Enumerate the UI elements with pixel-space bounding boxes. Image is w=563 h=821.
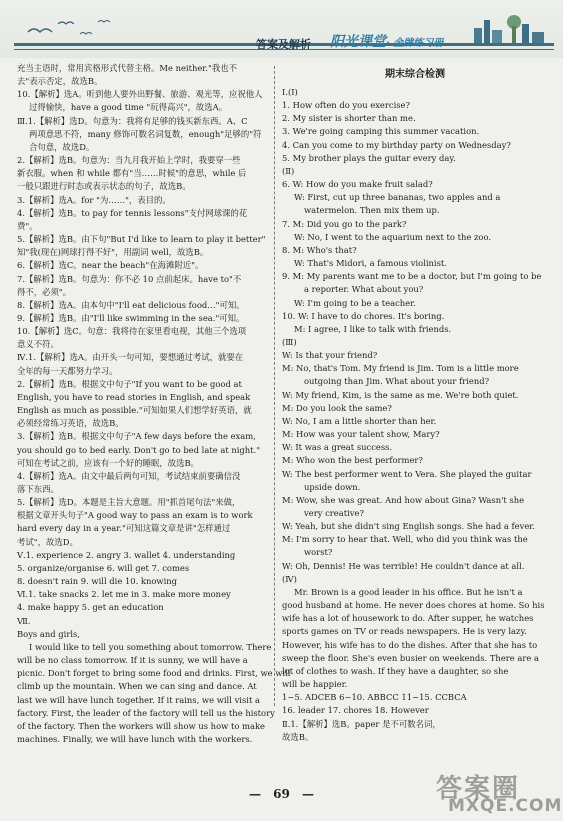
- watermark-url: MXQE.COM: [448, 796, 563, 816]
- text-line: W: That's Midori, a famous violinist.: [294, 258, 447, 269]
- text-line: 9.【解析】选B。由"I'll like swimming in the sea."可知。: [17, 312, 245, 323]
- text-line: climb up the mountain. When we can sing and dance. At: [17, 681, 257, 692]
- text-line: M: Who won the best performer?: [282, 455, 423, 466]
- text-line: 5.【解析】选D。本题是主旨大意题。用"抓首尾句法"来做，: [17, 497, 241, 508]
- text-line: 4. make happy 5. get an education: [17, 602, 164, 613]
- text-line: W: Yeah, but she didn't sing English songs. She had a fever.: [282, 521, 536, 532]
- text-line: W: Is that your friend?: [282, 350, 378, 361]
- watermark: [436, 768, 563, 816]
- text-line: M: I agree, I like to talk with friends.: [294, 323, 452, 334]
- column-divider: [274, 66, 275, 706]
- page-number: — 69 —: [248, 787, 315, 801]
- text-line: you should go to bed early. Don't go to bed late at night.": [17, 444, 261, 455]
- text-line: M: I'm sorry to hear that. Well, who did you think was the: [282, 534, 528, 545]
- text-line: W: It was a great success.: [282, 442, 393, 453]
- text-line: M: How was your talent show, Mary?: [282, 429, 440, 440]
- text-line: machines. Finally, we will have lunch with the workers.: [17, 733, 253, 744]
- text-line: 8. M: Who's that?: [282, 244, 357, 255]
- text-line: 10. W: I have to do chores. It's boring.: [282, 310, 445, 321]
- text-line: 8. doesn't rain 9. will die 10. knowing: [17, 576, 178, 587]
- text-line: 1~5. ADCEB 6~10. ABBCC 11~15. CCBCA: [282, 692, 467, 703]
- text-line: wife has a lot of housework to do. After supper, he watches: [282, 613, 534, 624]
- text-line: 2. My sister is shorter than me.: [282, 113, 416, 124]
- text-line: W: Oh, Dennis! He was terrible! He couldn't dance at all.: [282, 560, 525, 571]
- text-line: 4.【解析】选A。由文中最后两句可知，考试结束前要确信没: [17, 470, 241, 481]
- text-line: 新衣服。when 和 while 都有"当……时候"的意思，while 后: [17, 168, 247, 179]
- text-line: 一般只跟进行时态或表示状态的句子，故选B。: [17, 181, 191, 192]
- text-line: sweep the floor. She's even busier on weekends. There are a: [282, 652, 540, 663]
- text-line: very creative?: [304, 508, 364, 518]
- text-line: watermelon. Then mix them up.: [304, 205, 440, 216]
- bird-decoration-icon: [18, 14, 138, 44]
- text-line: 两项意思不符，many 修饰可数名词复数，enough"足够的"符合句意，故选D。: [29, 128, 262, 152]
- text-line: 费"。: [17, 220, 38, 231]
- text-line: worst?: [304, 547, 333, 558]
- text-line: W: No, I went to the aquarium next to the zoo.: [294, 231, 492, 242]
- text-line: 意义不符。: [17, 339, 59, 350]
- watermark-main: 答案圈: [436, 774, 521, 804]
- text-line: 7. M: Did you go to the park?: [282, 218, 407, 229]
- text-line: 4.【解析】选B。to pay for tennis lessons"支付网球课的花: [17, 207, 248, 218]
- text-line: 9. M: My parents want me to be a doctor, but I'm going to be: [282, 271, 542, 282]
- text-line: 知"我(现在)网球打得不好"，用副词 well，故选B。: [17, 247, 209, 258]
- text-line: 可知在考试之前，应该有一个好的睡眠，故选B。: [17, 457, 200, 468]
- text-line: 必须经常练习英语，故选B。: [17, 418, 124, 429]
- text-line: (Ⅳ): [282, 573, 297, 584]
- brand-title: 阳光课堂· 金牌练习册: [330, 34, 444, 50]
- text-line: English as much as possible."可知如果人们想学好英语，就: [17, 405, 252, 416]
- text-line: 3.【解析】选B。根据文中句子"A few days before the exam,: [17, 431, 256, 442]
- text-line: Ⅵ.1. take snacks 2. let me in 3. make more money: [17, 589, 231, 600]
- text-line: However, his wife has to do the dishes. After that she has to: [282, 639, 538, 650]
- text-line: hard every day in a year."可知这篇文章是讲"怎样通过: [17, 523, 231, 534]
- text-line: 2.【解析】选B。根据文中句子"If you want to be good at: [17, 378, 242, 389]
- text-line: upside down.: [304, 481, 361, 492]
- text-line: 故选B。: [282, 731, 314, 742]
- page-header: [0, 0, 563, 58]
- text-line: 3.【解析】选A。for "为……"，表目的。: [17, 194, 171, 205]
- text-line: W: The best performer went to Vera. She played the guitar: [282, 468, 532, 479]
- text-line: of the factory. Then the workers will show us how to make: [17, 720, 265, 731]
- text-line: W: First, cut up three bananas, two apples and a: [294, 192, 501, 203]
- text-line: M: Wow, she was great. And how about Gina? Wasn't she: [282, 494, 525, 505]
- text-line: 落下东西。: [17, 484, 59, 494]
- left-column: [17, 62, 291, 746]
- text-line: 考试"，故选D。: [17, 536, 78, 547]
- text-line: 8.【解析】选A。由本句中"I'll eat delicious food…"可知。: [17, 299, 245, 310]
- text-line: last we will have lunch together. If it rains, we will visit a: [17, 694, 260, 705]
- text-line: 16. leader 17. chores 18. However: [282, 705, 429, 716]
- text-line: 3. We're going camping this summer vacation.: [282, 126, 480, 137]
- text-line: lot of clothes to wash. If they have a daughter, so she: [282, 665, 509, 676]
- right-column: [282, 62, 548, 744]
- text-line: Ⅱ.1.【解析】选B。paper 是不可数名词，: [282, 718, 441, 729]
- text-line: Ⅰ.(Ⅰ): [282, 87, 298, 97]
- text-line: 5.【解析】选B。由下句"But I'd like to learn to play it better": [17, 234, 266, 245]
- text-line: 7.【解析】选B。句意为：你不必 10 点前起床。have to"不: [17, 273, 242, 284]
- text-line: Mr. Brown is a good leader in his office. But he isn't a: [294, 586, 523, 597]
- text-line: English, you have to read stories in English, and speak: [17, 391, 251, 402]
- text-line: 5. My brother plays the guitar every day.: [282, 152, 456, 163]
- text-line: (Ⅱ): [282, 165, 295, 176]
- text-line: W: My friend, Kim, is the same as me. We're both quiet.: [282, 389, 519, 400]
- text-line: Boys and girls,: [17, 628, 80, 639]
- text-line: W: I'm going to be a teacher.: [294, 297, 416, 308]
- text-line: 6. W: How do you make fruit salad?: [282, 179, 433, 190]
- text-line: 充当主语时，常用宾格形式代替主格。Me neither."我也不: [17, 63, 238, 73]
- text-line: Ⅴ.1. experience 2. angry 3. wallet 4. understanding: [17, 549, 236, 560]
- text-line: will be no class tomorrow. If it is sunny, we will have a: [17, 655, 248, 666]
- text-line: Ⅶ.: [17, 615, 31, 626]
- text-line: 6.【解析】选C。near the beach"在海滩附近"。: [17, 260, 204, 271]
- text-line: sports games on TV or reads newspapers. He is very lazy.: [282, 626, 527, 637]
- section-title: 期末综合检测: [385, 69, 445, 80]
- text-line: 10.【解析】选C。句意：我将待在家里看电视，其他三个选项: [17, 326, 247, 337]
- text-line: (Ⅲ): [282, 336, 297, 347]
- text-line: M: No, that's Tom. My friend is Jim. Tom is a little more: [282, 363, 519, 374]
- text-line: Ⅲ.1.【解析】选D。句意为：我将有足够的钱买新东西。A、C: [17, 115, 248, 126]
- text-line: picnic. Don't forget to bring some food and drinks. First, we will: [17, 668, 291, 679]
- text-line: 4. Can you come to my birthday party on Wednesday?: [282, 139, 511, 150]
- city-skyline-icon: [470, 10, 550, 46]
- text-line: 过得愉快，have a good time "玩得高兴"，故选A。: [29, 102, 228, 113]
- text-line: 10.【解析】选A。听到他人要外出野餐、旅游、观光等，应祝他人: [17, 89, 263, 100]
- text-line: good husband at home. He never does chores at home. So his: [282, 600, 545, 611]
- answers-label: 答案及解析: [256, 38, 311, 51]
- text-line: W: No, I am a little shorter than her.: [282, 415, 437, 426]
- text-line: will be happier.: [282, 679, 348, 690]
- text-line: 全年的每一天都努力学习。: [17, 365, 118, 376]
- text-line: M: Do you look the same?: [282, 402, 392, 413]
- text-line: Ⅳ.1.【解析】选A。由开头一句可知，要想通过考试，就要在: [17, 352, 244, 363]
- text-line: 5. organize/organise 6. will get 7. comes: [17, 562, 190, 573]
- text-line: 根据文章开头句子"A good way to pass an exam is to work: [17, 510, 253, 521]
- text-line: 去"表示否定，故选B。: [17, 76, 103, 87]
- text-line: a reporter. What about you?: [304, 284, 424, 295]
- text-line: 2.【解析】选B。句意为：当九月我开始上学时，我要穿一些: [17, 155, 241, 166]
- text-line: 1. How often do you exercise?: [282, 100, 410, 111]
- text-line: 得不，必须"。: [17, 286, 72, 297]
- text-line: outgoing than Jim. What about your friend?: [304, 376, 490, 387]
- text-line: factory. First, the leader of the factory will tell us the history: [17, 707, 275, 718]
- text-line: I would like to tell you something about tomorrow. There: [29, 641, 272, 652]
